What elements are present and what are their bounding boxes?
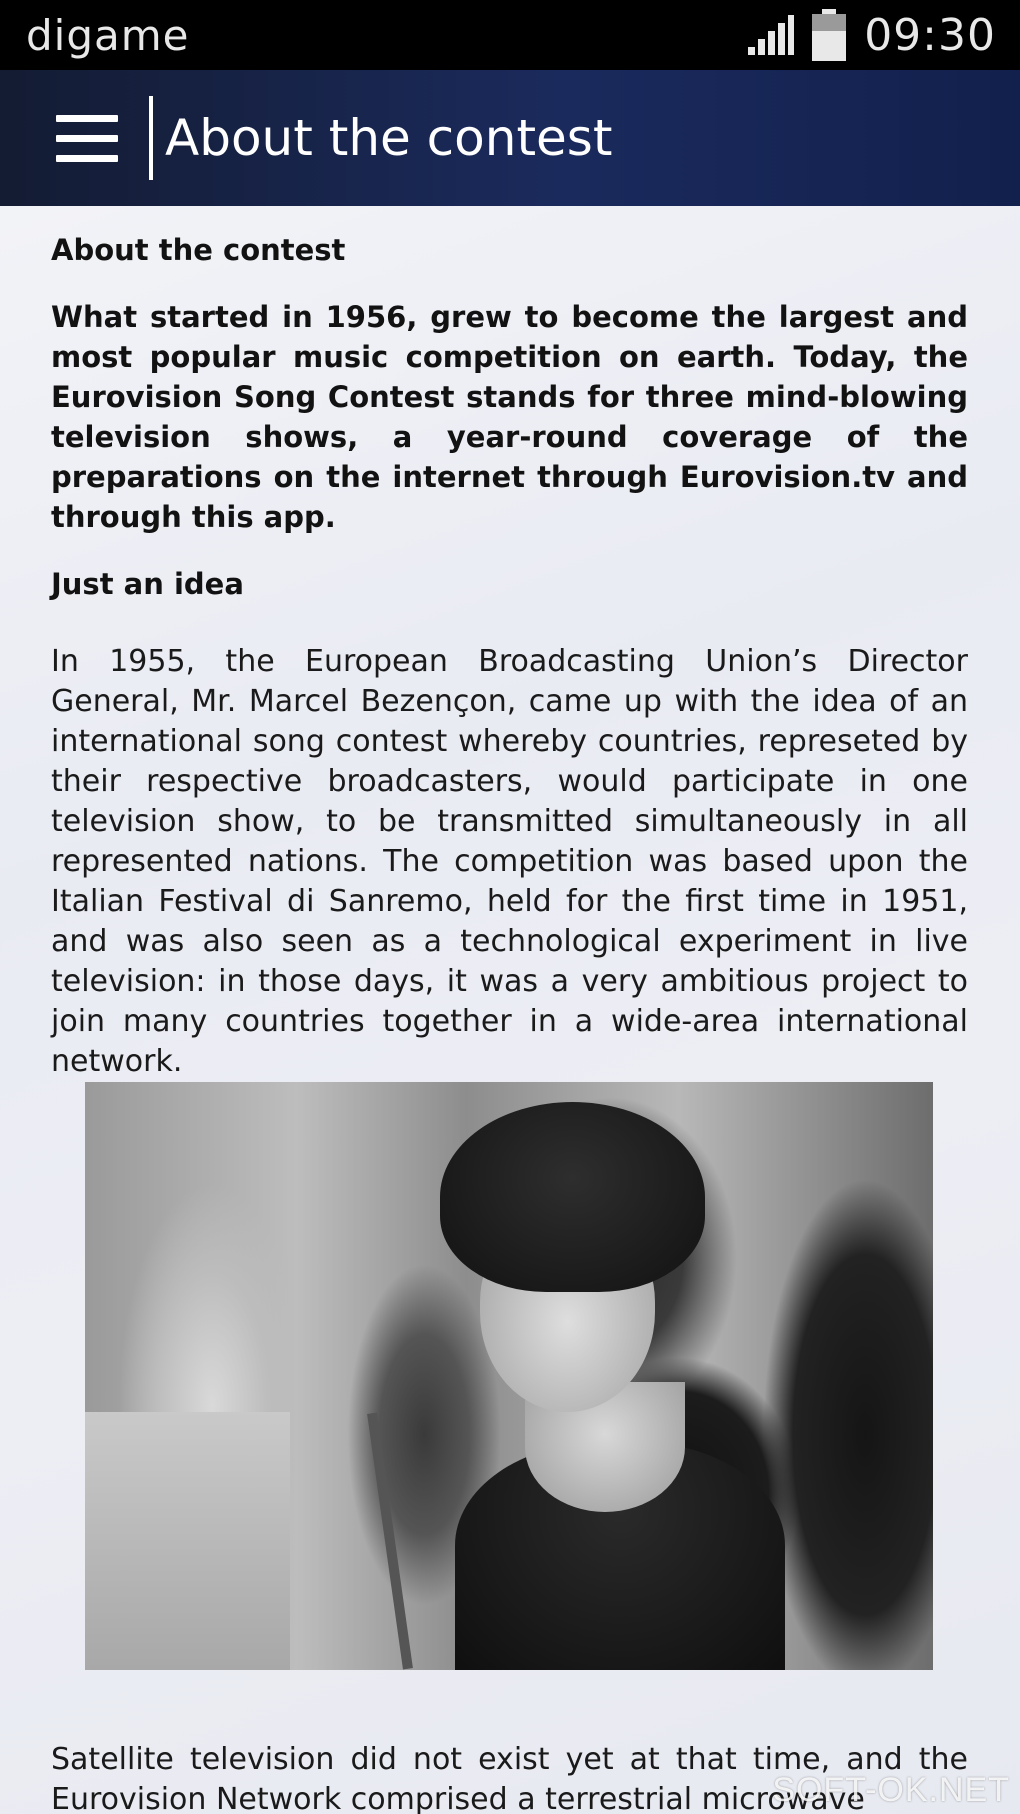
section-heading-just-an-idea: Just an idea — [51, 567, 244, 601]
page-title: About the contest — [165, 109, 613, 167]
menu-line — [56, 155, 118, 162]
photo-microphone — [367, 1413, 413, 1670]
status-bar — [0, 0, 1020, 70]
photo-podium — [85, 1412, 290, 1670]
article-photo — [85, 1082, 933, 1670]
watermark: SOFT-OK.NET — [772, 1771, 1010, 1809]
article-content[interactable] — [0, 206, 1020, 1814]
battery-icon — [812, 9, 846, 61]
status-icons — [748, 9, 996, 61]
section-heading-about: About the contest — [51, 233, 346, 267]
photo-hair — [440, 1102, 705, 1292]
status-time: 09:30 — [864, 9, 996, 61]
hamburger-menu-icon[interactable] — [34, 83, 144, 193]
status-app-name: digame — [26, 10, 190, 60]
title-divider — [149, 96, 153, 180]
body-paragraph: In 1955, the European Broadcasting Union’s Director General, Mr. Marcel Bezençon, came up with the idea of an international song contest whereby countries, represeted by their respective broadcasters, would participate in one television show, to be transmitted simultaneously in all represented nations. The competition was based upon the Italian Festival di Sanremo, held for the first time in 1951, and was also seen as a technological experiment in live television: in those days, it was a very ambitious project to join many countries together in a wide-area international network. — [51, 644, 968, 1079]
lead-paragraph: What started in 1956, grew to become the largest and most popular music competition on earth. Today, the Eurovision Song Contest stands for three mind-blowing television shows, a year-round coverage of the preparations on the internet through Eurovision.tv and through this app. — [51, 300, 968, 534]
body-paragraph-continued: Satellite television did not exist yet at that time, and the Eurovision Network comprised a terrestrial microwave — [51, 1742, 968, 1814]
menu-line — [56, 115, 118, 122]
signal-icon — [748, 15, 794, 55]
action-bar — [0, 70, 1020, 206]
menu-line — [56, 135, 118, 142]
